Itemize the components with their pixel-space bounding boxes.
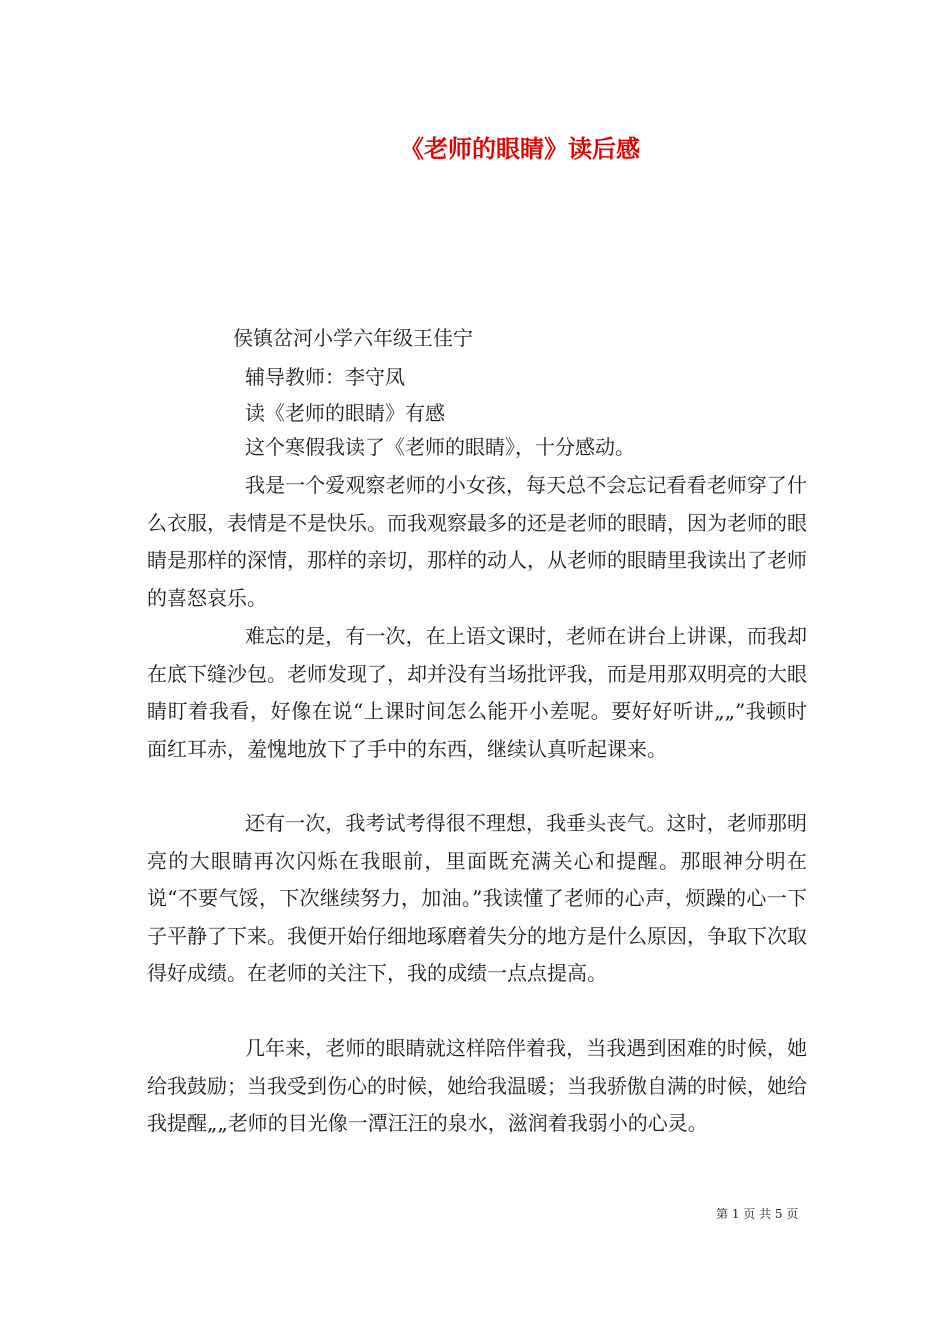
body-paragraph-2: 难忘的是，有一次，在上语文课时，老师在讲台上讲课，而我却在底下缝沙包。老师发现了，却并没有当场批评我，而是用那双明亮的大眼睛盯着我看，好像在说“上课时间怎么能开小差呢。要好好听讲„„”我顿时面红耳赤，羞愧地放下了手中的东西，继续认真听起课来。	[147, 624, 807, 761]
body-paragraph-1: 我是一个爱观察老师的小女孩，每天总不会忘记看看老师穿了什么衣服，表情是不是快乐。而我观察最多的还是老师的眼睛，因为老师的眼睛是那样的深情，那样的亲切，那样的动人，从老师的眼睛里我读出了老师的喜怒哀乐。	[147, 473, 807, 610]
reading-subtitle-line: 读《老师的眼睛》有感	[245, 401, 445, 425]
body-paragraph-4: 几年来，老师的眼睛就这样陪伴着我，当我遇到困难的时候，她给我鼓励；当我受到伤心的时候，她给我温暖；当我骄傲自满的时候，她给我提醒„„老师的目光像一潭汪汪的泉水，滋润着我弱小的心灵。	[147, 1036, 807, 1135]
intro-line: 这个寒假我读了《老师的眼睛》，十分感动。	[245, 435, 635, 459]
body-paragraph-3: 还有一次，我考试考得很不理想，我垂头丧气。这时，老师那明亮的大眼睛再次闪烁在我眼前，里面既充满关心和提醒。那眼神分明在说“不要气馁，下次继续努力，加油。”我读懂了老师的心声，烦躁的心一下子平静了下来。我便开始仔细地琢磨着失分的地方是什么原因，争取下次取得好成绩。在老师的关注下，我的成绩一点点提高。	[147, 811, 807, 985]
advisor-teacher-line: 辅导教师：李守凤	[245, 365, 405, 389]
page-footer: 第 1 页 共 5 页	[716, 1207, 799, 1221]
document-title: 《老师的眼睛》读后感	[400, 134, 640, 163]
author-school-line: 侯镇岔河小学六年级王佳宁	[233, 326, 473, 350]
